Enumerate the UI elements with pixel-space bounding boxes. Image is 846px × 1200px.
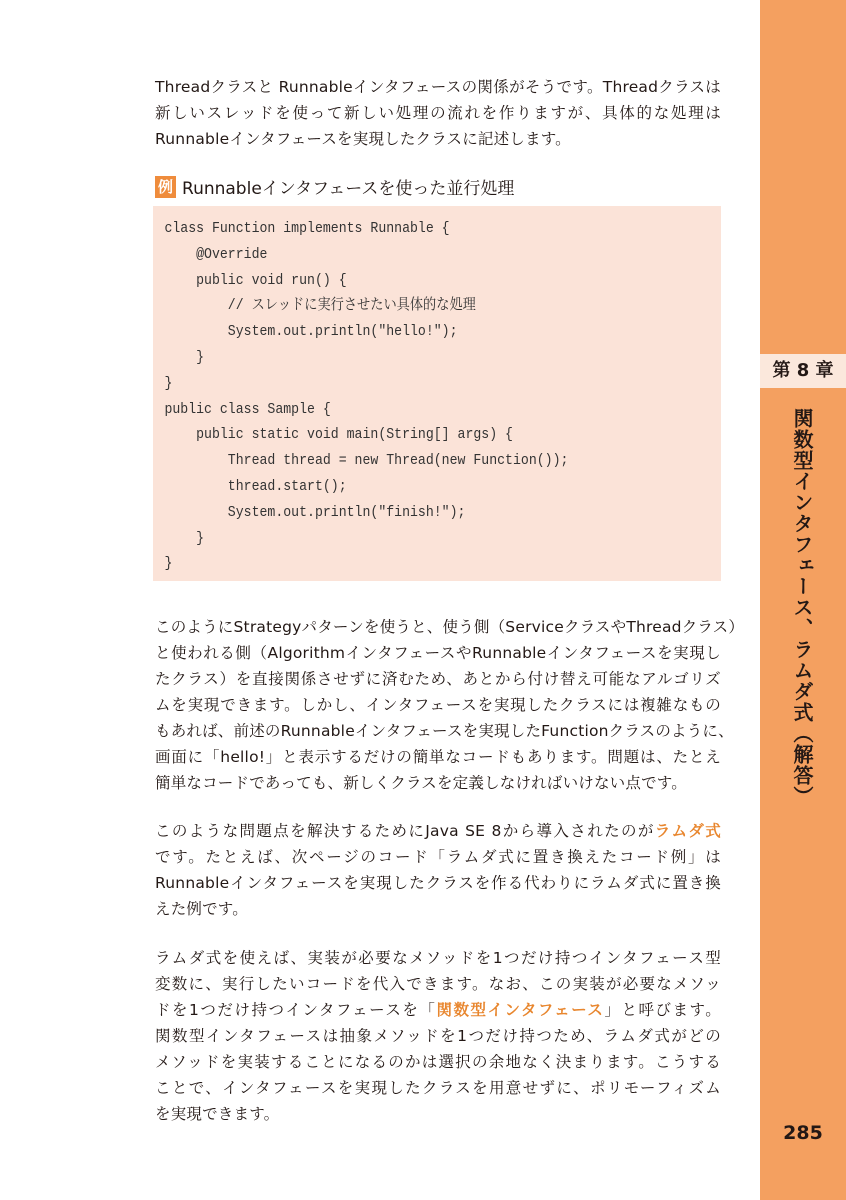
code-line: Thread thread = new Thread(new Function());: [164, 452, 569, 470]
chapter-title: 関数型インタフェース、ラムダ式（解答）: [790, 408, 814, 807]
text-line: Runnableインタフェースを実現したクラスを作る代わりにラムダ式に置き換: [155, 874, 721, 892]
code-line: @Override: [164, 245, 268, 263]
text-segment: ドを1つだけ持つインタフェースを「: [155, 1001, 437, 1019]
code-line: // スレッドに実行させたい具体的な処理: [164, 297, 476, 315]
text-line: 画面に「hello!」と表示するだけの簡単なコードもあります。問題は、たとえ: [155, 748, 721, 766]
text-line: Runnableインタフェースを実現したクラスに記述します。: [155, 130, 571, 148]
code-line: System.out.println("hello!");: [164, 323, 458, 341]
text-line: メソッドを実装することになるのかは選択の余地なく決まります。こうする: [155, 1053, 721, 1071]
code-line: public class Sample {: [164, 400, 331, 418]
text-line: 新しいスレッドを使って新しい処理の流れを作りますが、具体的な処理は: [155, 104, 721, 122]
text-line: [155, 997, 721, 1023]
keyword-lambda: ラムダ式: [654, 822, 722, 840]
code-line: class Function implements Runnable {: [164, 220, 450, 237]
code-line: }: [164, 348, 205, 366]
chapter-label: 第 8 章: [760, 354, 846, 388]
code-block: [153, 206, 721, 581]
text-line: このようにStrategyパターンを使うと、使う側（ServiceクラスやThreadクラス）: [155, 618, 745, 636]
text-line: です。たとえば、次ページのコード「ラムダ式に置き換えたコード例」は: [155, 848, 721, 866]
text-line: を実現できます。: [155, 1105, 280, 1123]
text-line: えた例です。: [155, 900, 248, 918]
strategy-paragraph: [155, 614, 745, 796]
code-line: }: [164, 529, 205, 547]
text-segment: このような問題点を解決するためにJava SE 8から導入されたのが: [155, 822, 655, 840]
code-line: System.out.println("finish!");: [164, 503, 466, 521]
text-line: [155, 818, 721, 844]
code-line: public void run() {: [164, 271, 347, 289]
page-number: 285: [783, 1122, 823, 1144]
lambda-intro-paragraph: [155, 818, 721, 922]
keyword-functional-interface: 関数型インタフェース: [436, 1001, 605, 1019]
text-line: 関数型インタフェースは抽象メソッドを1つだけ持つため、ラムダ式がどの: [155, 1027, 721, 1045]
chapter-sidebar: [760, 0, 846, 1200]
example-heading: [155, 174, 514, 199]
code-line: thread.start();: [164, 477, 347, 495]
example-title: Runnableインタフェースを使った並行処理: [182, 179, 515, 199]
text-line: ラムダ式を使えば、実装が必要なメソッドを1つだけ持つインタフェース型: [155, 949, 721, 967]
text-line: と使われる側（AlgorithmインタフェースやRunnableインタフェースを実現し: [155, 644, 721, 662]
text-segment: 」と呼びます。: [604, 1001, 721, 1019]
text-line: ことで、インタフェースを実現したクラスを用意せずに、ポリモーフィズム: [155, 1079, 721, 1097]
code-line: }: [164, 555, 173, 573]
intro-paragraph: [155, 74, 721, 152]
example-badge: 例: [155, 176, 176, 198]
code-line: public static void main(String[] args) {: [164, 426, 513, 444]
text-line: もあれば、前述のRunnableインタフェースを実現したFunctionクラスのように、: [155, 722, 734, 740]
text-line: Threadクラスと Runnableインタフェースの関係がそうです。Threadクラスは: [155, 78, 721, 96]
text-line: ムを実現できます。しかし、インタフェースを実現したクラスには複雑なもの: [155, 696, 721, 714]
functional-interface-paragraph: [155, 945, 721, 1127]
text-line: 簡単なコードであっても、新しくクラスを定義しなければいけない点です。: [155, 774, 687, 792]
text-line: たクラス）を直接関係させずに済むため、あとから付け替え可能なアルゴリズ: [155, 670, 721, 688]
text-line: 変数に、実行したいコードを代入できます。なお、この実装が必要なメソッ: [155, 975, 721, 993]
code-line: }: [164, 374, 173, 392]
